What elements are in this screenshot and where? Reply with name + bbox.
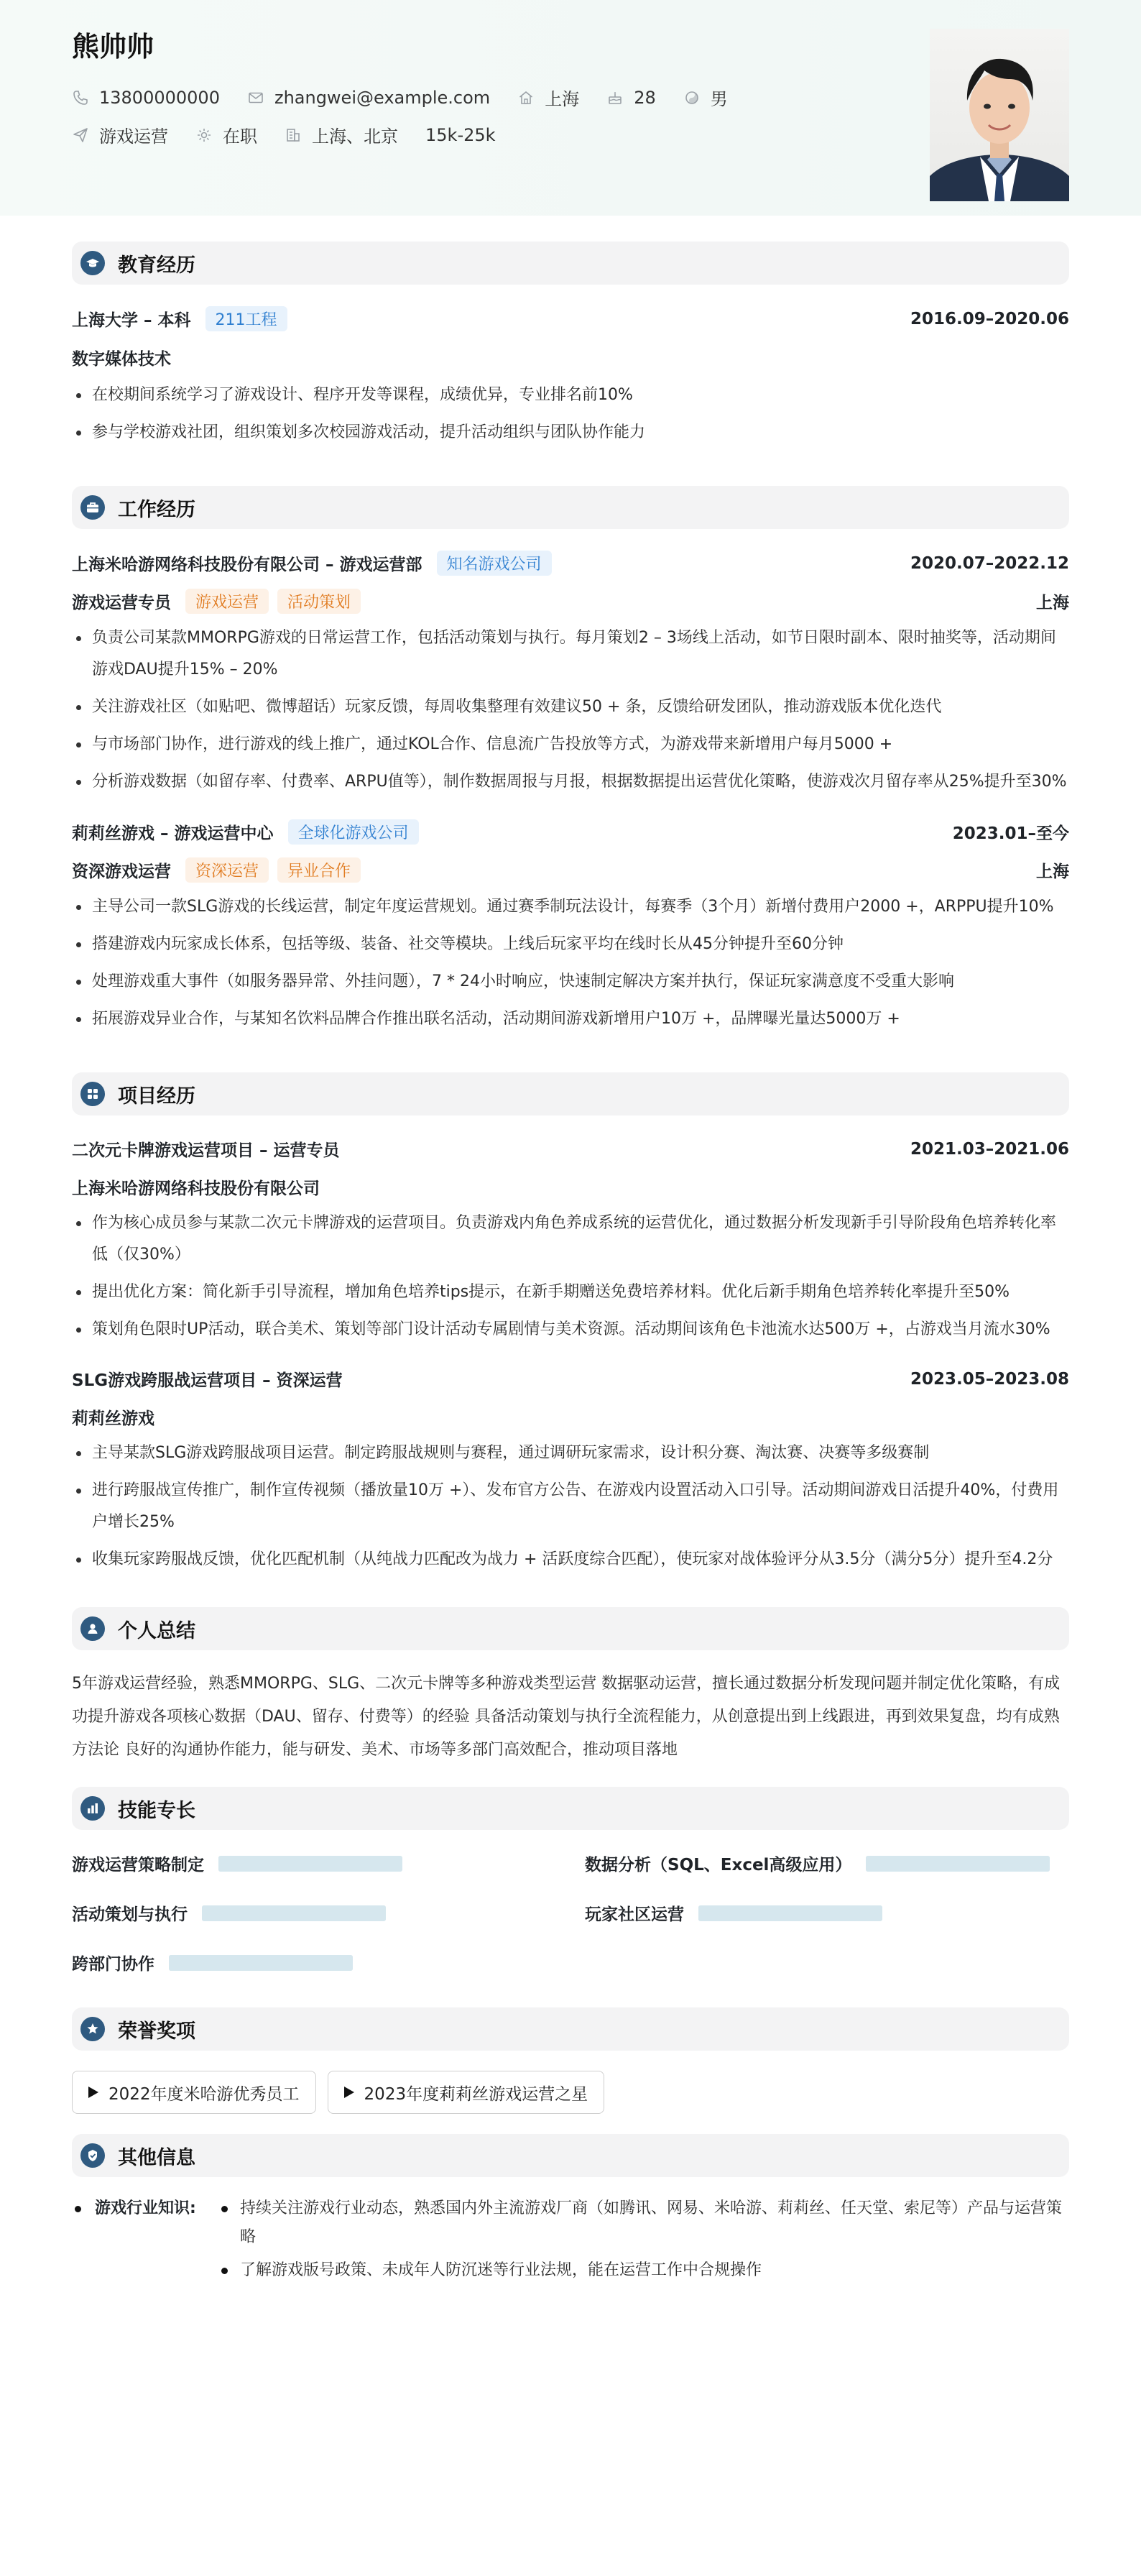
project-dates: 2021.03–2021.06 — [910, 1139, 1069, 1159]
list-item: 与市场部门协作，进行游戏的线上推广，通过KOL合作、信息流广告投放等方式，为游戏带来新增用户每月5000 + — [72, 729, 1069, 760]
summary-text: 5年游戏运营经验，熟悉MMORPG、SLG、二次元卡牌等多种游戏类型运营 数据驱动运营，擅长通过数据分析发现问题并制定优化策略，有成功提升游戏各项核心数据（DAU、留存、付费等）的经验 具备活动策划与执行全流程能力，从创意提出到上线跟进，再到效果复盘，均有成熟方法论 良好的沟通协作能力，能与研发、美术、市场等多部门高效配合，推动项目落地 — [72, 1675, 1061, 1759]
role-tag: 游戏运营 — [185, 589, 269, 614]
skill-level-bar — [169, 1955, 353, 1971]
briefcase-icon — [80, 495, 105, 520]
project-org-row — [72, 1175, 1069, 1199]
education-entry-left — [72, 306, 287, 331]
status-item — [195, 122, 257, 147]
project-name: SLG游戏跨服战运营项目 – 资深运营 — [72, 1371, 343, 1390]
grid-icon — [80, 1082, 105, 1106]
other-section — [72, 2134, 1069, 2285]
intent-row — [72, 122, 523, 147]
work-dates: 2020.07–2022.12 — [910, 553, 1069, 573]
list-item: 作为核心成员参与某款二次元卡牌游戏的运营项目。负责游戏内角色养成系统的运营优化，通过数据分析发现新手引导阶段角色培养转化率低（仅30%） — [72, 1208, 1069, 1271]
education-entry-head — [72, 306, 1069, 331]
skills-heading — [72, 1787, 1069, 1830]
other-heading — [72, 2134, 1069, 2177]
work-section — [72, 486, 1069, 1035]
avatar — [930, 29, 1069, 201]
list-item: 主导某款SLG游戏跨服战项目运营。制定跨服战规则与赛程，通过调研玩家需求，设计积分赛、淘汰赛、决赛等多级赛制 — [72, 1438, 1069, 1469]
skill-level-bar — [202, 1905, 386, 1921]
list-item: 关注游戏社区（如贴吧、微博超话）玩家反馈，每周收集整理有效建议50 + 条，反馈给研发团队，推动游戏版本优化迭代 — [72, 691, 1069, 723]
education-dates: 2016.09–2020.06 — [910, 309, 1069, 328]
role-left — [72, 589, 361, 614]
play-triangle-icon — [344, 2087, 354, 2098]
project-entry-head — [72, 1137, 1069, 1161]
skill-item — [72, 1951, 556, 1974]
awards-list — [72, 2071, 1069, 2114]
skill-level-fill — [698, 1905, 882, 1921]
other-list — [217, 2194, 1069, 2285]
phone-item — [72, 88, 220, 108]
list-item: 负责公司某款MMORPG游戏的日常运营工作，包括活动策划与执行。每月策划2 – 3场线上活动，如节日限时副本、限时抽奖等，活动期间游戏DAU提升15% – 20% — [72, 622, 1069, 686]
work-entry — [72, 551, 1069, 798]
other-knowledge-row — [72, 2194, 1069, 2285]
resume-header — [0, 0, 1141, 216]
project-title: 项目经历 — [118, 1085, 195, 1108]
company-tag: 全球化游戏公司 — [288, 819, 419, 845]
school-tag: 211工程 — [205, 306, 287, 331]
list-item: 了解游戏版号政策、未成年人防沉迷等行业法规，能在运营工作中合规操作 — [217, 2256, 1069, 2285]
salary-text: 15k-25k — [425, 124, 496, 145]
building-icon — [285, 126, 302, 144]
list-item: 收集玩家跨服战反馈，优化匹配机制（从纯战力匹配改为战力 + 活跃度综合匹配），使玩家对战体验评分从3.5分（满分5分）提升至4.2分 — [72, 1544, 1069, 1576]
skill-item — [585, 1901, 1069, 1925]
skills-section — [72, 1787, 1069, 1974]
role-name: 游戏运营专员 — [72, 594, 171, 612]
list-item: 持续关注游戏行业动态，熟悉国内外主流游戏厂商（如腾讯、网易、米哈游、莉莉丝、任天堂、索尼等）产品与运营策略 — [217, 2194, 1069, 2252]
skill-name: 数据分析（SQL、Excel高级应用） — [585, 1856, 852, 1874]
status-text: 在职 — [223, 126, 257, 147]
education-title: 教育经历 — [118, 254, 195, 277]
skill-level-bar — [866, 1856, 1050, 1872]
bar-chart-icon — [80, 1796, 105, 1821]
award-label: 2023年度莉莉丝游戏运营之星 — [364, 2084, 588, 2104]
education-heading — [72, 242, 1069, 285]
other-title: 其他信息 — [118, 2146, 195, 2169]
mail-icon — [247, 89, 264, 106]
project-org-row — [72, 1405, 1069, 1429]
project-entry — [72, 1137, 1069, 1346]
project-heading — [72, 1072, 1069, 1116]
work-entry-left — [72, 551, 552, 576]
awards-section — [72, 2007, 1069, 2114]
list-item: 策划角色限时UP活动，联合美术、策划等部门设计活动专属剧情与美术资源。活动期间该角色卡池流水达500万 +，占游戏当月流水30% — [72, 1314, 1069, 1346]
location-text: 上海 — [545, 89, 580, 109]
work-entry-left — [72, 819, 419, 845]
work-entry-head — [72, 819, 1069, 845]
role-tag: 异业合作 — [277, 857, 361, 883]
list-item: 参与学校游戏社团，组织策划多次校园游戏活动，提升活动组织与团队协作能力 — [72, 417, 1069, 448]
list-item: 主导公司一款SLG游戏的长线运营，制定年度运营规划。通过赛季制玩法设计，每赛季（3个月）新增付费用户2000 +，ARPPU提升10% — [72, 891, 1069, 923]
project-org: 莉莉丝游戏 — [72, 1409, 154, 1428]
major-name: 数字媒体技术 — [72, 350, 171, 369]
awards-title: 荣誉奖项 — [118, 2020, 195, 2043]
skill-name: 跨部门协作 — [72, 1955, 154, 1974]
work-dates: 2023.01–至今 — [952, 824, 1069, 843]
project-bullets — [72, 1438, 1069, 1576]
medal-icon — [80, 2017, 105, 2041]
skill-level-bar — [218, 1856, 402, 1872]
award-label: 2022年度米哈游优秀员工 — [108, 2084, 300, 2104]
info-icon — [80, 2143, 105, 2168]
salary-item — [425, 125, 496, 145]
other-label: 游戏行业知识: — [72, 2194, 217, 2285]
work-heading — [72, 486, 1069, 529]
skill-item — [72, 1852, 556, 1875]
role-tag: 资深运营 — [185, 857, 269, 883]
role-left — [72, 857, 361, 883]
project-entry — [72, 1367, 1069, 1576]
skill-item — [585, 1852, 1069, 1875]
education-section — [72, 242, 1069, 448]
list-item: 拓展游戏异业合作，与某知名饮料品牌合作推出联名活动，活动期间游戏新增用户10万 +，品牌曝光量达5000万 + — [72, 1003, 1069, 1035]
work-bullets — [72, 891, 1069, 1035]
skill-level-fill — [866, 1856, 1050, 1872]
play-triangle-icon — [88, 2087, 98, 2098]
role-row — [72, 857, 1069, 883]
work-entry-head — [72, 551, 1069, 576]
major-row — [72, 346, 1069, 369]
project-section — [72, 1072, 1069, 1576]
work-bullets — [72, 622, 1069, 798]
summary-heading — [72, 1607, 1069, 1650]
cake-icon — [606, 89, 624, 106]
home-icon — [517, 89, 535, 106]
age-item — [606, 88, 656, 108]
skill-name: 玩家社区运营 — [585, 1905, 684, 1924]
project-org: 上海米哈游网络科技股份有限公司 — [72, 1179, 320, 1198]
list-item: 提出优化方案：简化新手引导流程，增加角色培养tips提示，在新手期赠送免费培养材料。优化后新手期角色培养转化率提升至50% — [72, 1276, 1069, 1308]
project-dates: 2023.05–2023.08 — [910, 1369, 1069, 1389]
email-text: zhangwei@example.com — [274, 87, 491, 108]
awards-heading — [72, 2007, 1069, 2051]
work-city: 上海 — [1036, 862, 1069, 881]
target-role-item — [72, 122, 168, 147]
role-name: 资深游戏运营 — [72, 862, 171, 881]
location-item — [517, 85, 579, 110]
skill-level-fill — [169, 1955, 353, 1971]
list-item: 处理游戏重大事件（如服务器异常、外挂问题），7 * 24小时响应，快速制定解决方案并执行，保证玩家满意度不受重大影响 — [72, 966, 1069, 998]
skill-level-bar — [698, 1905, 882, 1921]
age-text: 28 — [634, 87, 656, 108]
summary-section — [72, 1607, 1069, 1767]
avatar-portrait-illustration — [930, 29, 1069, 201]
list-item: 分析游戏数据（如留存率、付费率、ARPU值等），制作数据周报与月报，根据数据提出运营优化策略，使游戏次月留存率从25%提升至30% — [72, 766, 1069, 798]
company-name: 上海米哈游网络科技股份有限公司 – 游戏运营部 — [72, 556, 422, 574]
skills-grid — [72, 1852, 1069, 1974]
project-entry-head — [72, 1367, 1069, 1391]
send-icon — [72, 126, 89, 144]
school-name: 上海大学 – 本科 — [72, 311, 191, 330]
education-bullets — [72, 380, 1069, 448]
role-row — [72, 589, 1069, 614]
contact-row — [72, 85, 755, 110]
gender-item — [683, 85, 728, 110]
list-item: 在校期间系统学习了游戏设计、程序开发等课程，成绩优异，专业排名前10% — [72, 380, 1069, 411]
target-role-text: 游戏运营 — [99, 126, 168, 147]
phone-icon — [72, 89, 89, 106]
company-name: 莉莉丝游戏 – 游戏运营中心 — [72, 824, 274, 843]
project-name: 二次元卡牌游戏运营项目 – 运营专员 — [72, 1141, 340, 1160]
award-chip — [328, 2071, 605, 2114]
skill-level-fill — [218, 1856, 402, 1872]
candidate-name: 熊帅帅 — [72, 31, 154, 63]
person-icon — [80, 1616, 105, 1641]
skill-name: 游戏运营策略制定 — [72, 1856, 204, 1874]
award-chip — [72, 2071, 316, 2114]
status-gear-icon — [195, 126, 213, 144]
work-city: 上海 — [1036, 594, 1069, 612]
skill-level-fill — [202, 1905, 386, 1921]
target-city-item — [285, 122, 398, 147]
list-item: 搭建游戏内玩家成长体系，包括等级、装备、社交等模块。上线后玩家平均在线时长从45分钟提升至60分钟 — [72, 929, 1069, 960]
skill-name: 活动策划与执行 — [72, 1905, 188, 1924]
skill-item — [72, 1901, 556, 1925]
skills-title: 技能专长 — [118, 1799, 195, 1822]
work-entry — [72, 819, 1069, 1035]
gender-icon — [683, 89, 701, 106]
gender-text: 男 — [710, 89, 728, 109]
company-tag: 知名游戏公司 — [437, 551, 552, 576]
work-title: 工作经历 — [118, 498, 195, 521]
list-item: 进行跨服战宣传推广，制作宣传视频（播放量10万 +）、发布官方公告、在游戏内设置活动入口引导。活动期间游戏日活提升40%，付费用户增长25% — [72, 1475, 1069, 1538]
role-tag: 活动策划 — [277, 589, 361, 614]
target-city-text: 上海、北京 — [312, 126, 398, 147]
email-item — [247, 88, 490, 108]
project-bullets — [72, 1208, 1069, 1346]
phone-text: 13800000000 — [99, 87, 220, 108]
education-entry — [72, 306, 1069, 448]
graduation-cap-icon — [80, 251, 105, 275]
summary-title: 个人总结 — [118, 1619, 195, 1642]
